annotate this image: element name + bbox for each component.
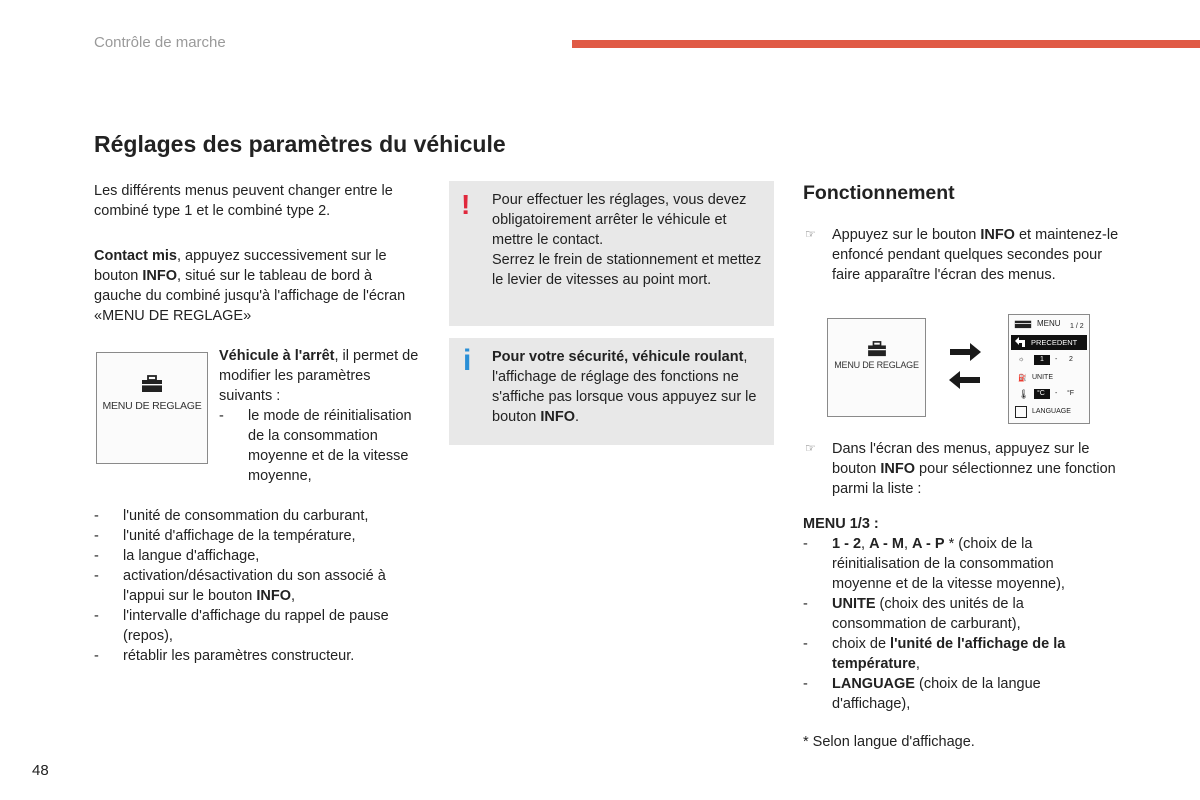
page-number: 48: [32, 762, 49, 779]
info-text-1: , l'affichage de réglage des fonctions ne s'affiche pas lorsque vous appuyez sur le bouton: [492, 349, 757, 425]
settings-list: [94, 506, 414, 666]
stopped-text: , il permet de modifier les paramètres suivants :: [219, 348, 419, 404]
list-item: - rétablir les paramètres constructeur.: [94, 646, 414, 666]
menu-row-celsius: °C: [1037, 390, 1045, 397]
back-arrow-icon: [1014, 337, 1026, 348]
warning-text: Pour effectuer les réglages, vous devez obligatoirement arrêter le véhicule et mettre le contact. Serrez le frein de stationnement et mettez le levier de vitesses au point mort.: [492, 192, 762, 288]
list-item: - l'unité d'affichage de la température,: [94, 526, 414, 546]
menu-screen-after: [1008, 314, 1090, 424]
info-icon: i: [463, 344, 472, 377]
menu-title: MENU: [1037, 319, 1061, 328]
list-item-end: ,: [291, 588, 296, 604]
menu-row-2: 2: [1069, 356, 1073, 363]
fuel-icon: ⛽: [1018, 375, 1027, 382]
menu-heading: MENU 1/3 :: [803, 516, 879, 532]
footnote: * Selon langue d'affichage.: [803, 734, 975, 750]
info-keyword: INFO: [540, 409, 576, 425]
menu-options-list: [803, 534, 1103, 714]
step1-b: et maintenez-le enfoncé pendant quelques secondes pour faire apparaître l'écran des menus.: [832, 227, 1119, 283]
contact-text-2: , situé sur le tableau de bord à gauche du combiné jusqu'à l'affichage de l'écran «MENU DE REGLAGE»: [94, 268, 406, 324]
step2-b: pour sélectionnez une fonction parmi la liste :: [832, 461, 1116, 497]
list-item: [803, 594, 1103, 634]
option-text: * (choix de la réinitialisation de la consommation moyenne et de la vitesse moyenne),: [832, 536, 1065, 592]
pointing-hand-icon: ☞: [805, 227, 816, 241]
list-item: - l'intervalle d'affichage du rappel de pause (repos),: [94, 606, 414, 646]
thermometer-icon: 🌡: [1018, 389, 1030, 399]
list-item: - la langue d'affichage,: [94, 546, 414, 566]
info-text: [492, 347, 767, 427]
info-keyword: INFO: [256, 588, 292, 604]
info-keyword: INFO: [142, 268, 178, 284]
menu-row-language: LANGUAGE: [1032, 408, 1071, 415]
list-item: [94, 566, 414, 606]
option-text: (choix de la langue d'affichage),: [832, 676, 1041, 712]
stopped-paragraph: [219, 346, 419, 406]
step1-a: Appuyez sur le bouton: [832, 227, 981, 243]
option-bold: A - P: [912, 536, 945, 552]
intro-paragraph: Les différents menus peuvent changer entre le combiné type 1 et le combiné type 2.: [94, 183, 393, 219]
language-icon: [1015, 406, 1027, 418]
menu-row-sep: -: [1055, 356, 1058, 363]
menu-screen-before: [827, 318, 926, 417]
option-bold: 1 - 2: [832, 536, 862, 552]
switch-arrows-icon: [946, 340, 984, 394]
option-sep: ,: [903, 536, 913, 552]
menu-selected-row: [1011, 335, 1087, 350]
list-item: [803, 634, 1103, 674]
step1-text: [832, 225, 1132, 285]
option-bold: LANGUAGE: [832, 676, 915, 692]
screen-label: MENU DE REGLAGE: [102, 400, 202, 412]
info-keyword: INFO: [980, 227, 1015, 243]
contact-paragraph: [94, 246, 409, 326]
menu-row-sep: -: [1055, 390, 1058, 397]
step2-a: Dans l'écran des menus, appuyez sur le bouton: [832, 441, 1090, 477]
warning-notice: [449, 181, 774, 326]
info-notice: [449, 338, 774, 445]
stopped-bold: Véhicule à l'arrêt: [219, 348, 335, 364]
list-item: - le mode de réinitialisation de la consommation moyenne et de la vitesse moyenne,: [219, 406, 424, 486]
toolbox-icon: [867, 341, 887, 357]
option-bold: l'unité de l'affichage de la température: [832, 636, 1066, 672]
option-bold: UNITE: [832, 596, 876, 612]
info-bold: Pour votre sécurité, véhicule roulant: [492, 349, 744, 365]
menu-row-precedent: PRECEDENT: [1031, 338, 1078, 347]
list-item-text: activation/désactivation du son associé à l'appui sur le bouton: [123, 568, 386, 604]
option-end: ,: [915, 656, 920, 672]
contact-text: , appuyez successivement sur le bouton: [94, 248, 387, 284]
toolbox-icon: [1014, 319, 1032, 329]
option-sep: ,: [861, 536, 870, 552]
screen-label: MENU DE REGLAGE: [834, 360, 919, 370]
list-item: - l'unité de consommation du carburant,: [94, 506, 414, 526]
pointing-hand-icon: ☞: [805, 441, 816, 455]
list-item: [803, 674, 1103, 714]
contact-bold: Contact mis: [94, 248, 177, 264]
toolbox-icon: [141, 375, 163, 393]
menu-page: 1 / 2: [1070, 323, 1084, 330]
menu-row-1: 1: [1040, 356, 1044, 363]
menu-row-unite: UNITE: [1032, 374, 1053, 381]
list-item: [803, 534, 1103, 594]
menu-screen-thumbnail: [96, 352, 208, 464]
header-accent-bar: [572, 40, 1200, 48]
running-header: Contrôle de marche: [94, 34, 226, 51]
option-text: (choix des unités de la consommation de carburant),: [832, 596, 1024, 632]
option-text: choix de: [832, 636, 891, 652]
settings-list-first: [219, 406, 424, 486]
page-title: Réglages des paramètres du véhicule: [94, 131, 506, 157]
info-text-end: .: [575, 409, 580, 425]
info-keyword: INFO: [880, 461, 916, 477]
reset-icon: ☼: [1018, 356, 1025, 363]
warning-icon: !: [461, 189, 471, 220]
menu-row-fahrenheit: °F: [1067, 390, 1075, 397]
section-title: Fonctionnement: [803, 182, 955, 204]
option-bold: A - M: [869, 536, 904, 552]
step2-text: [832, 439, 1132, 499]
